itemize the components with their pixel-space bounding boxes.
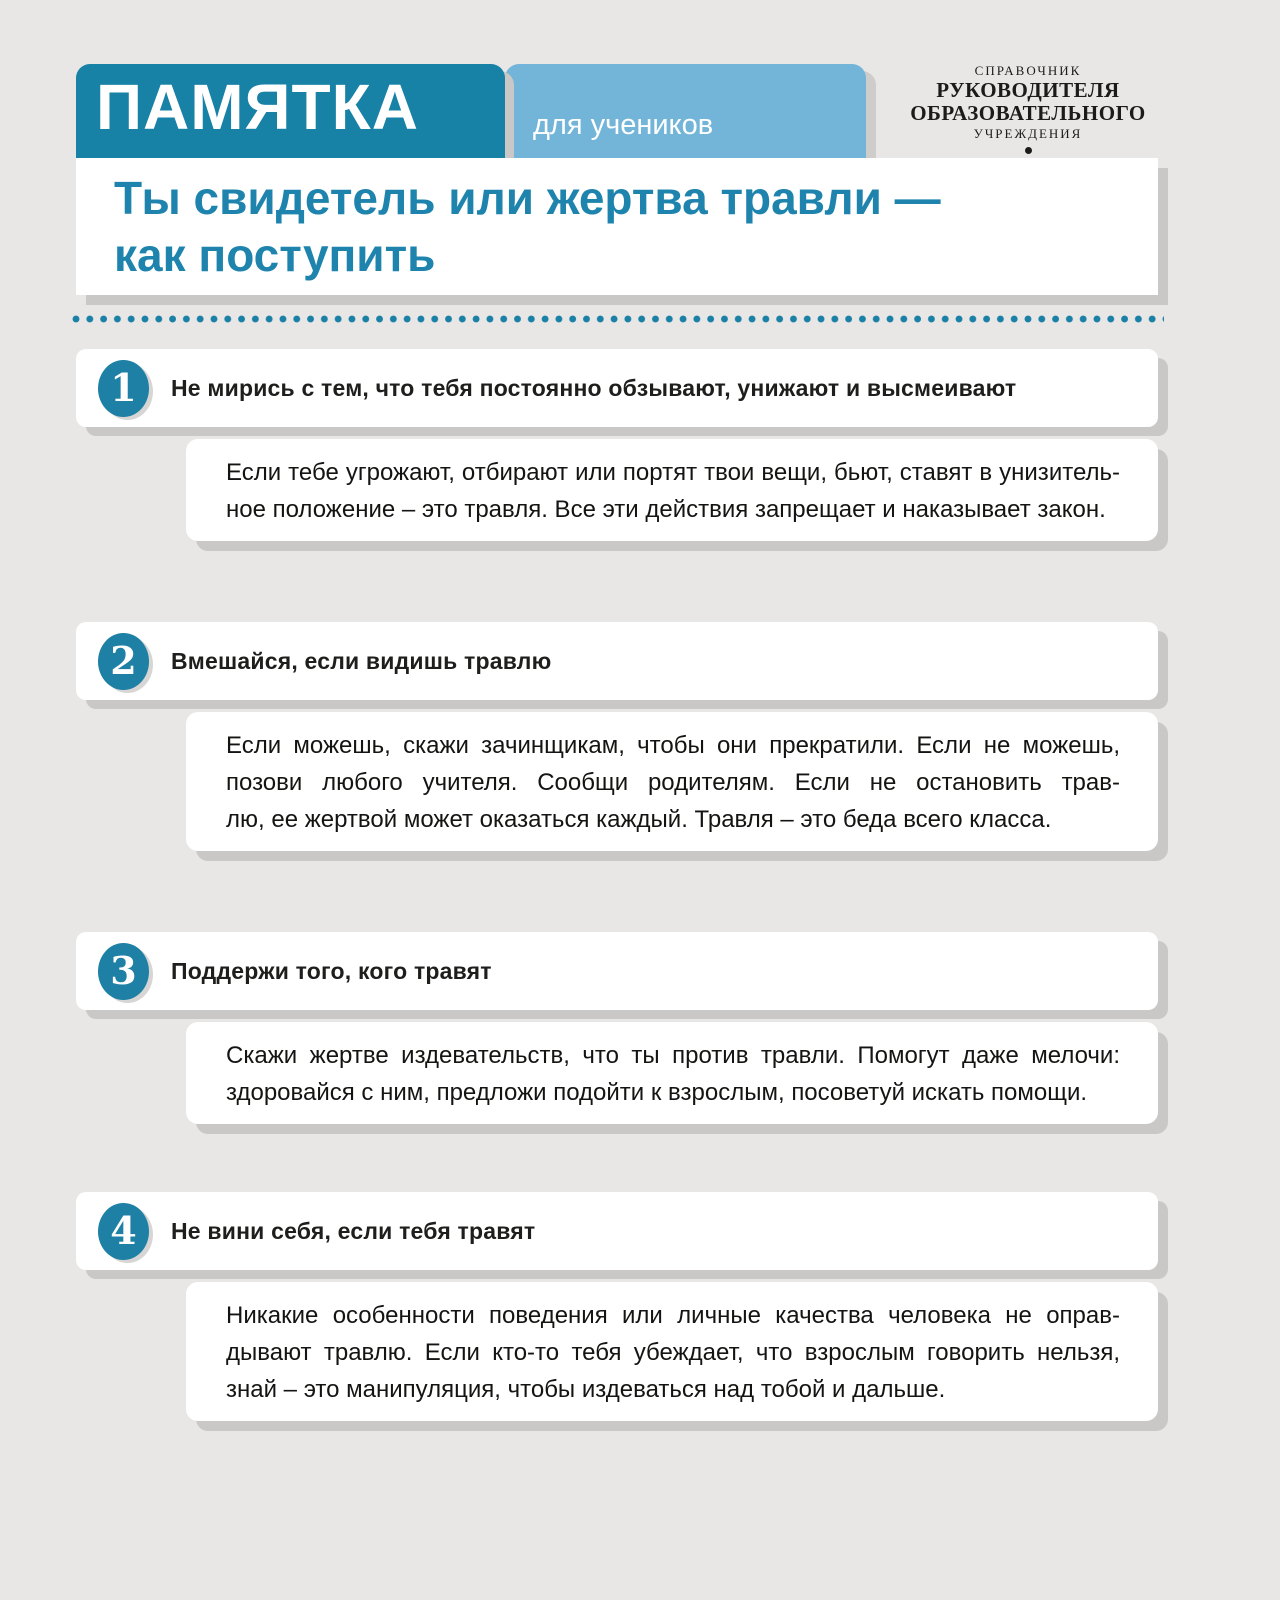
section-body-card (186, 1022, 1158, 1124)
publisher-logo (900, 62, 1156, 154)
header-tab-primary (76, 64, 505, 158)
section-number: 1 (110, 365, 137, 410)
publisher-line-bottom: УЧРЕЖДЕНИЯ (973, 126, 1083, 141)
section-body-text: Если можешь, скажи зачинщикам, чтобы они прекратили. Если не можешь, позови любого учителя. Сообщи родителям. Если не остановить трав- лю, ее жертвой может оказаться каждый. Травля – это беда всего класса. (226, 732, 1120, 833)
section-number: 4 (110, 1208, 137, 1253)
section-heading: Поддержи того, кого травят (171, 957, 492, 984)
section-number-badge (98, 1203, 149, 1260)
section-heading: Вмешайся, если видишь травлю (171, 647, 552, 674)
section-header-card (76, 622, 1158, 700)
section-body-text: Если тебе угрожают, отбирают или портят твои вещи, бьют, ставят в унизитель- ное положение – это травля. Все эти действия запрещает и наказывает закон. (226, 459, 1120, 523)
page-title: Ты свидетель или жертва травли — как поступить (114, 172, 941, 281)
section-header-card (76, 349, 1158, 427)
audience-label: для учеников (533, 109, 714, 141)
section-body-text: Скажи жертве издевательств, что ты против травли. Помогут даже мелочи: здоровайся с ним, предложи подойти к взрослым, посоветуй искать помощи. (226, 1042, 1120, 1106)
section-4 (0, 1192, 1280, 1421)
section-3 (0, 932, 1280, 1124)
section-number: 3 (110, 948, 137, 993)
section-body-card (186, 439, 1158, 541)
publisher-line-main1: РУКОВОДИТЕЛЯ (936, 78, 1120, 102)
section-header-card (76, 932, 1158, 1010)
section-heading: Не вини себя, если тебя травят (171, 1217, 536, 1244)
section-number-badge (98, 633, 149, 690)
publisher-line-main2: ОБРАЗОВАТЕЛЬНОГО (910, 101, 1146, 125)
header-tab-audience (505, 64, 866, 158)
section-heading: Не мирись с тем, что тебя постоянно обзывают, унижают и высмеивают (171, 374, 1017, 401)
section-1 (0, 349, 1280, 541)
section-header-card (76, 1192, 1158, 1270)
publisher-line-top: СПРАВОЧНИК (974, 63, 1082, 78)
section-number-badge (98, 360, 149, 417)
section-body-card (186, 1282, 1158, 1421)
section-number-badge (98, 943, 149, 1000)
section-2 (0, 622, 1280, 851)
section-body-card (186, 712, 1158, 851)
dotted-separator (72, 315, 1164, 323)
publisher-dot-icon (1025, 147, 1032, 154)
memo-badge-label: ПАМЯТКА (96, 71, 419, 143)
title-card (76, 158, 1158, 295)
section-body-text: Никакие особенности поведения или личные качества человека не оправ- дывают травлю. Если кто-то тебя убеждает, что взрослым говорить нельзя, знай – это манипуляция, чтобы издеваться над тобой и дальше. (226, 1302, 1120, 1403)
section-number: 2 (110, 638, 137, 683)
